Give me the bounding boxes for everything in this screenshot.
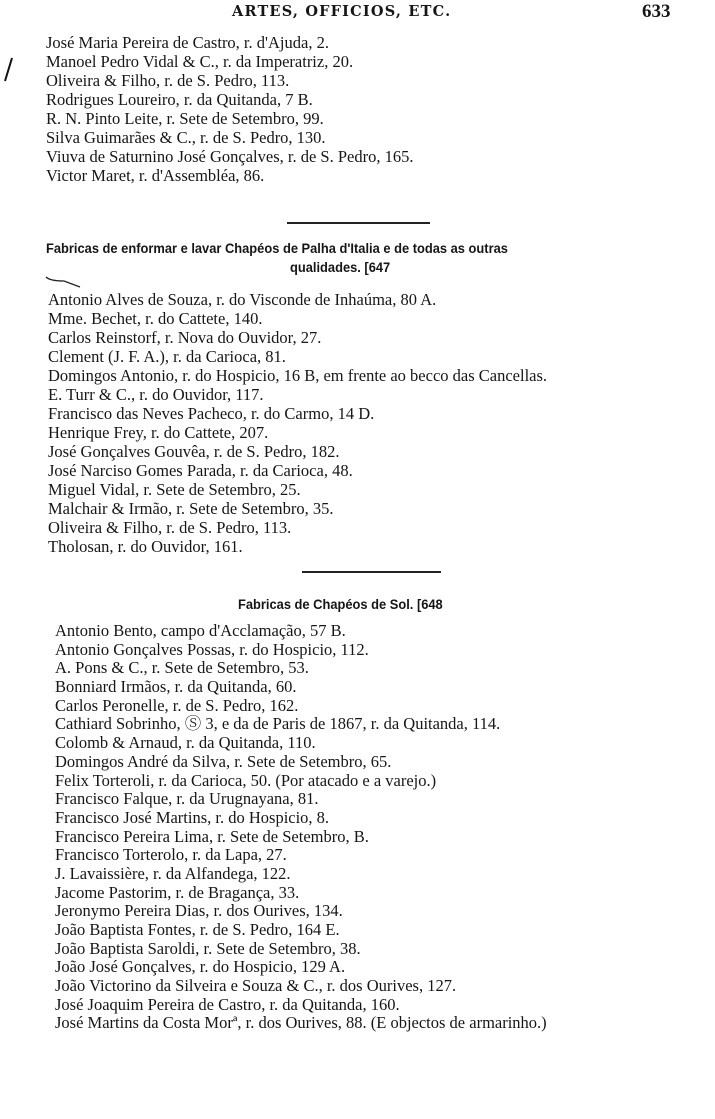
pen-mark-icon bbox=[2, 56, 16, 84]
list-item: Oliveira & Filho, r. de S. Pedro, 113. bbox=[48, 518, 292, 537]
list-item: José Narciso Gomes Parada, r. da Carioca, 48. bbox=[48, 461, 353, 480]
list-item: Domingos André da Silva, r. Sete de Setembro, 65. bbox=[55, 751, 392, 771]
list-item: Domingos Antonio, r. do Hospicio, 16 B, em frente ao becco das Cancellas. bbox=[48, 366, 548, 385]
list-item: João José Gonçalves, r. do Hospicio, 129 A. bbox=[55, 957, 346, 977]
list-item: Silva Guimarães & C., r. de S. Pedro, 130. bbox=[46, 128, 326, 147]
list-item: José Martins da Costa Morª, r. dos Ourives, 88. (E objectos de armarinho.) bbox=[55, 1013, 547, 1033]
list-item: Francisco Pereira Lima, r. Sete de Setembro, B. bbox=[55, 826, 369, 846]
section2-heading-line2: qualidades. [647 bbox=[290, 259, 391, 275]
section2-heading-line1: Fabricas de enformar e lavar Chapéos de Palha d'Italia e de todas as outras bbox=[46, 240, 508, 256]
list-item: Jeronymo Pereira Dias, r. dos Ourives, 134. bbox=[55, 901, 343, 921]
list-item: José Gonçalves Gouvêa, r. de S. Pedro, 182. bbox=[48, 442, 340, 461]
list-item: Carlos Peronelle, r. de S. Pedro, 162. bbox=[55, 695, 299, 715]
list-item: Victor Maret, r. d'Assembléa, 86. bbox=[46, 166, 265, 185]
list-item: Bonniard Irmãos, r. da Quitanda, 60. bbox=[55, 677, 297, 697]
list-item: João Baptista Fontes, r. de S. Pedro, 164 E. bbox=[55, 920, 340, 939]
list-item: Oliveira & Filho, r. de S. Pedro, 113. bbox=[46, 71, 290, 90]
list-item: Francisco Torterolo, r. da Lapa, 27. bbox=[55, 845, 287, 865]
list-item: E. Turr & C., r. do Ouvidor, 117. bbox=[48, 385, 264, 404]
page-number: 633 bbox=[642, 1, 671, 22]
list-item: A. Pons & C., r. Sete de Setembro, 53. bbox=[55, 658, 309, 678]
list-item: Antonio Gonçalves Possas, r. do Hospicio, 112. bbox=[55, 639, 369, 659]
list-item: Tholosan, r. do Ouvidor, 161. bbox=[48, 537, 243, 556]
running-header bbox=[0, 0, 715, 24]
section3-heading: Fabricas de Chapéos de Sol. [648 bbox=[238, 596, 443, 612]
list-item: João Baptista Saroldi, r. Sete de Setembro, 38. bbox=[55, 938, 361, 958]
list-item: Jacome Pastorim, r. de Bragança, 33. bbox=[55, 882, 300, 902]
section-divider bbox=[302, 571, 441, 573]
list-item: Colomb & Arnaud, r. da Quitanda, 110. bbox=[55, 733, 316, 753]
list-item: Miguel Vidal, r. Sete de Setembro, 25. bbox=[48, 480, 301, 499]
list-item: R. N. Pinto Leite, r. Sete de Setembro, 99. bbox=[46, 109, 324, 128]
list-item: Francisco José Martins, r. do Hospicio, 8. bbox=[55, 807, 330, 827]
pen-stroke-icon bbox=[44, 275, 84, 289]
section1-list bbox=[46, 33, 413, 185]
list-item: João Victorino da Silveira e Souza & C., r. dos Ourives, 127. bbox=[55, 976, 457, 996]
list-item: Antonio Bento, campo d'Acclamação, 57 B. bbox=[55, 621, 346, 640]
list-item: Antonio Alves de Souza, r. do Visconde de Inhaúma, 80 A. bbox=[48, 290, 437, 309]
list-item: José Joaquim Pereira de Castro, r. da Quitanda, 160. bbox=[55, 994, 400, 1014]
list-item: Malchair & Irmão, r. Sete de Setembro, 35. bbox=[48, 499, 334, 518]
section-divider bbox=[287, 222, 430, 224]
running-title: ARTES, OFFICIOS, ETC. bbox=[232, 3, 452, 20]
list-item: Carlos Reinstorf, r. Nova do Ouvidor, 27. bbox=[48, 328, 322, 347]
list-item: José Maria Pereira de Castro, r. d'Ajuda, 2. bbox=[46, 33, 329, 52]
list-item: Cathiard Sobrinho, Ⓢ 3, e da de Paris de 1867, r. da Quitanda, 114. bbox=[55, 714, 501, 734]
list-item: J. Lavaissière, r. da Alfandega, 122. bbox=[55, 863, 291, 883]
list-item: Francisco Falque, r. da Urugnayana, 81. bbox=[55, 789, 319, 809]
list-item: Viuva de Saturnino José Gonçalves, r. de S. Pedro, 165. bbox=[46, 147, 414, 166]
list-item: Rodrigues Loureiro, r. da Quitanda, 7 B. bbox=[46, 90, 313, 109]
list-item: Clement (J. F. A.), r. da Carioca, 81. bbox=[48, 347, 286, 366]
list-item: Francisco das Neves Pacheco, r. do Carmo, 14 D. bbox=[48, 404, 375, 423]
list-item: Henrique Frey, r. do Cattete, 207. bbox=[48, 423, 269, 442]
list-item: Manoel Pedro Vidal & C., r. da Imperatriz, 20. bbox=[46, 52, 354, 71]
list-item: Felix Torteroli, r. da Carioca, 50. (Por atacado e a varejo.) bbox=[55, 770, 437, 790]
list-item: Mme. Bechet, r. do Cattete, 140. bbox=[48, 309, 263, 328]
section2-list bbox=[48, 290, 547, 556]
section3-list bbox=[55, 622, 547, 1033]
